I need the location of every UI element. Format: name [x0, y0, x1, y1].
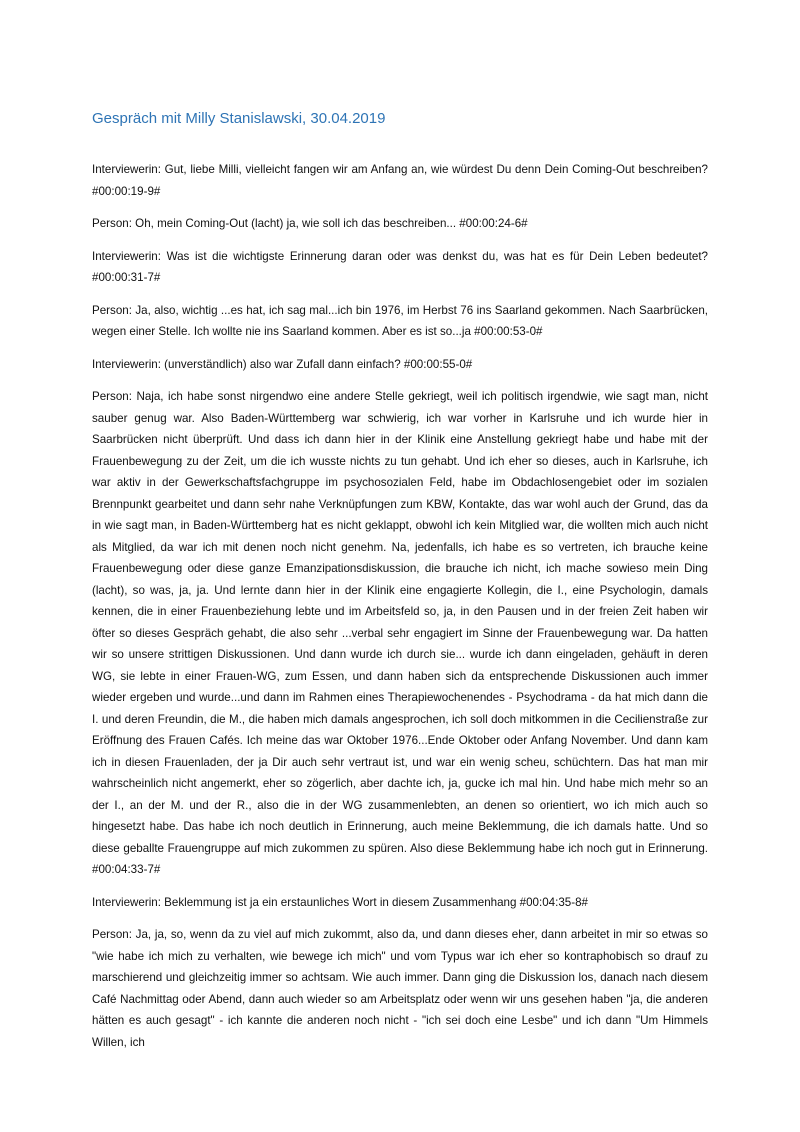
document-title: Gespräch mit Milly Stanislawski, 30.04.2019	[92, 110, 386, 127]
paragraph-person: Person: Ja, also, wichtig ...es hat, ich sag mal...ich bin 1976, im Herbst 76 ins Saarland gekommen. Nach Saarbrücken, wegen einer Stelle. Ich wollte nie ins Saarland kommen. Aber es ist so...ja #00:00:53-0#	[92, 303, 708, 338]
paragraph-person: Person: Naja, ich habe sonst nirgendwo eine andere Stelle gekriegt, weil ich politisch irgendwie, wie sagt man, nicht sauber genug war. Also Baden-Württemberg war schwierig, ich war vorher in Karlsruhe und ich wurde hier in Saarbrücken nicht überprüft. Und dass ich dann hier in der Klinik eine Anstellung gekriegt habe und habe mit der Frauenbewegung zu der Zeit, um die ich wusste nichts zu tun gehabt. Und ich eher so dieses, auch in Karlsruhe, ich war aktiv in der Gewerkschaftsfachgruppe im psychosozialen Feld, habe im Obdachlosengebiet oder im sozialen Brennpunkt gearbeitet und dann sehr nahe Verknüpfungen zum KBW, Kontakte, das war wohl auch der Grund, das da in wie sagt man, in Baden-Württemberg hat es nicht geklappt, obwohl ich kein Mitglied war, die wollten mich auch nicht als Mitglied, da war ich mit denen noch nicht genehm. Na, jedenfalls, ich habe es so vertreten, ich brauche keine Frauenbewegung oder diese ganze Emanzipationsdiskussion, die brauche ich nicht, ich mache sowieso mein Ding (lacht), so was, ja, ja. Und lernte dann hier in der Klinik eine engagierte Kollegin, die I., eine Psychologin, damals kennen, die in einer Frauenbeziehung lebte und im Arbeitsfeld so, ja, in den Pausen und in der freien Zeit haben wir öfter so dieses Gespräch gehabt, die also sehr ...verbal sehr engagiert im Sinne der Frauenbewegung war. Da hatten wir so unsere strittigen Diskussionen. Und dann wurde ich durch sie... wurde ich dann eingeladen, gehäuft in deren WG, sie lebte in einer Frauen-WG, zum Essen, und dann haben sich da entsprechende Diskussionen auch immer wieder ergeben und wurde...und dann im Rahmen eines Therapiewochenendes - Psychodrama - da hat mich dann die I. und deren Freundin, die M., die haben mich damals angesprochen, ich soll doch mitkommen in die Cecilienstraße zur Eröffnung des Frauen Cafés. Ich meine das war Oktober 1976...Ende Oktober oder Anfang November. Und dann kam ich in diesen Frauenladen, der ja Dir auch sehr vertraut ist, und war ein wenig scheu, schüchtern. Das hat man mir wahrscheinlich nicht angemerkt, eher so zögerlich, aber dachte ich, ja, gucke ich mal hin. Und habe mich mehr so an der I., an der M. und der R., also die in der WG zusammenlebten, an denen so orientiert, wo ich mich auch so hingesetzt habe. Das habe ich noch deutlich in Erinnerung, auch meine Beklemmung, die ich damals hatte. Und so diese geballte Frauengruppe auf mich zukommen zu spüren. Also diese Beklemmung habe ich noch gut in Erinnerung. #00:04:33-7#	[92, 390, 708, 876]
paragraph-interviewer: Interviewerin: Gut, liebe Milli, vielleicht fangen wir am Anfang an, wie würdest Du denn Dein Coming-Out beschreiben? #00:00:19-9#	[92, 163, 708, 198]
paragraph-interviewer: Interviewerin: Was ist die wichtigste Erinnerung daran oder was denkst du, was hat es für Dein Leben bedeutet? #00:00:31-7#	[92, 249, 708, 284]
paragraph-interviewer: Interviewerin: (unverständlich) also war Zufall dann einfach? #00:00:55-0#	[92, 357, 473, 371]
document-page	[92, 110, 708, 1064]
paragraph-interviewer: Interviewerin: Beklemmung ist ja ein erstaunliches Wort in diesem Zusammenhang #00:04:35-8#	[92, 895, 588, 909]
paragraph-person: Person: Oh, mein Coming-Out (lacht) ja, wie soll ich das beschreiben... #00:00:24-6#	[92, 217, 528, 230]
paragraph-person: Person: Ja, ja, so, wenn da zu viel auf mich zukommt, also da, und dann dieses eher, dann arbeitet in mir so etwas so "wie habe ich mich zu verhalten, wie bewege ich mich" und vom Typus war ich eher so kontraphobisch so drauf zu marschierend und gleichzeitig immer so achtsam. Wie auch immer. Dann ging die Diskussion los, danach nach diesem Café Nachmittag oder Abend, dann auch wieder so am Arbeitsplatz oder wenn wir uns gesehen haben "ja, die anderen hätten es auch gesagt" - ich kannte die anderen noch nicht - "ich sei doch eine Lesbe" und ich dann "Um Himmels Willen, ich	[92, 928, 708, 1049]
